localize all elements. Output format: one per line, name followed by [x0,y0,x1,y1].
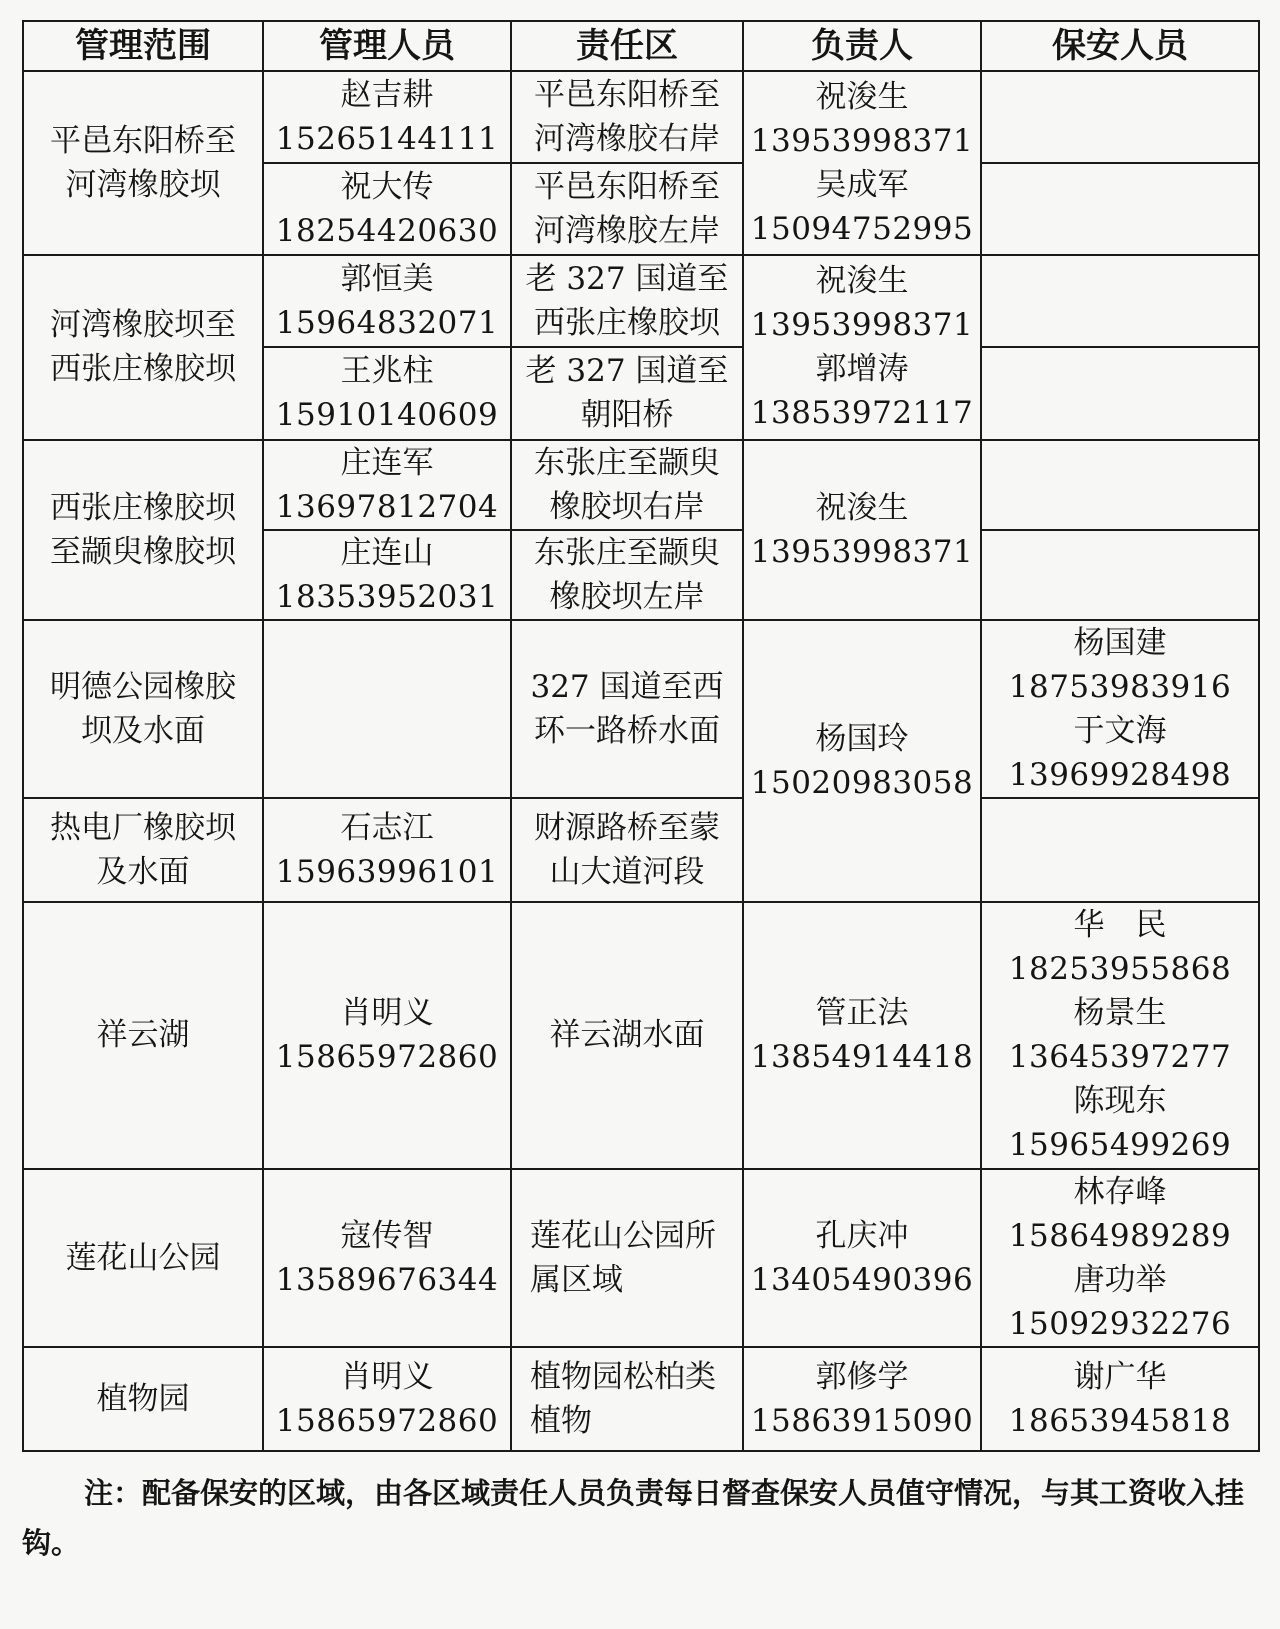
manager-name: 肖明义 [340,1358,434,1395]
table-header-row [23,21,1259,71]
guard-name: 谢广华 [1073,1358,1167,1395]
responsibility-table [22,20,1260,1452]
guard-phone: 15864989289 [1008,1217,1232,1254]
manager-name: 庄连山 [340,534,434,571]
scope-text: 平邑东阳桥至 [50,123,236,160]
leader-phone: 13405490396 [750,1261,974,1298]
table-row [23,440,1259,530]
manager-phone: 15964832071 [275,305,499,342]
scope-text: 河湾橡胶坝 [65,167,221,204]
manager-cell [263,255,511,347]
manager-cell [263,440,511,530]
scope-cell [23,620,263,798]
zone-text: 植物园松柏类 [530,1358,716,1395]
guard-cell [981,71,1259,163]
guard-phone: 18753983916 [1008,668,1232,705]
leader-name: 祝浚生 [815,489,909,526]
leader-cell [743,440,981,620]
leader-name: 管正法 [815,995,909,1032]
guard-name: 唐功举 [1073,1261,1167,1298]
leader-phone: 15020983058 [750,764,974,801]
guard-cell [981,1169,1259,1347]
zone-text: 祥云湖水面 [549,1017,705,1054]
manager-name: 王兆柱 [340,353,434,390]
zone-cell [511,440,743,530]
zone-text: 植物 [530,1402,592,1439]
header-scope: 管理范围 [23,21,263,71]
zone-text: 平邑东阳桥至 [534,169,720,206]
leader-cell [743,71,981,255]
zone-text: 橡胶坝左岸 [549,578,705,615]
zone-text: 东张庄至颛臾 [534,444,720,481]
zone-text: 平邑东阳桥至 [534,77,720,114]
leader-phone: 13854914418 [750,1039,974,1076]
manager-cell [263,1169,511,1347]
guard-cell [981,620,1259,798]
manager-name: 赵吉耕 [340,77,434,114]
scope-cell [23,71,263,255]
zone-text: 属区域 [530,1261,623,1298]
guard-cell [981,902,1259,1168]
scope-text: 植物园 [96,1380,190,1417]
leader-cell [743,902,981,1168]
zone-text: 西张庄橡胶坝 [534,305,720,342]
table-row [23,1169,1259,1347]
guard-cell [981,530,1259,620]
scope-cell [23,1347,263,1451]
guard-cell [981,347,1259,439]
manager-phone: 15910140609 [275,397,499,434]
scope-text: 西张庄橡胶坝 [50,351,236,388]
zone-text: 东张庄至颛臾 [534,534,720,571]
leader-phone: 13953998371 [750,533,974,570]
table-row [23,255,1259,347]
leader-name: 郭增涛 [815,351,909,388]
manager-name: 肖明义 [340,995,434,1032]
scope-text: 热电厂橡胶坝 [50,810,236,847]
scope-text: 西张庄橡胶坝 [50,489,236,526]
manager-name: 郭恒美 [340,261,434,298]
scope-cell [23,798,263,902]
manager-name: 石志江 [340,810,434,847]
zone-text: 莲花山公园所 [530,1217,716,1254]
zone-text: 橡胶坝右岸 [549,488,705,525]
zone-cell [511,347,743,439]
zone-cell [511,530,743,620]
manager-phone: 15865972860 [275,1039,499,1076]
zone-cell [511,620,743,798]
scope-text: 至颛臾橡胶坝 [50,533,236,570]
zone-cell [511,71,743,163]
guard-phone: 15965499269 [1008,1127,1232,1164]
leader-name: 郭修学 [815,1358,909,1395]
leader-name: 祝浚生 [815,79,909,116]
leader-cell [743,255,981,439]
scope-cell [23,255,263,439]
manager-cell [263,530,511,620]
guard-phone: 18653945818 [1008,1402,1232,1439]
table-row [23,620,1259,798]
leader-phone: 15863915090 [750,1402,974,1439]
zone-text: 环一路桥水面 [534,712,720,749]
scope-cell [23,1169,263,1347]
guard-cell [981,798,1259,902]
zone-cell [511,902,743,1168]
zone-text: 河湾橡胶左岸 [534,213,720,250]
manager-cell [263,163,511,255]
header-zone: 责任区 [511,21,743,71]
scope-text: 坝及水面 [81,712,205,749]
manager-phone: 15865972860 [275,1402,499,1439]
manager-phone: 13697812704 [275,488,499,525]
guard-cell [981,255,1259,347]
zone-cell [511,163,743,255]
zone-text: 老 327 国道至 [525,353,729,390]
guard-name: 陈现东 [1073,1083,1167,1120]
manager-cell [263,620,511,798]
manager-cell [263,902,511,1168]
manager-name: 寇传智 [340,1217,434,1254]
manager-phone: 15963996101 [275,854,499,891]
guard-name: 于文海 [1073,712,1167,749]
guard-name: 林存峰 [1073,1173,1167,1210]
zone-text: 河湾橡胶右岸 [534,121,720,158]
scope-text: 祥云湖 [96,1017,190,1054]
leader-cell [743,620,981,902]
guard-cell [981,1347,1259,1451]
zone-text: 山大道河段 [549,854,705,891]
guard-name: 华 民 [1073,907,1167,944]
manager-cell [263,71,511,163]
leader-name: 杨国玲 [815,720,909,757]
scope-text: 明德公园橡胶 [50,668,236,705]
zone-text: 朝阳桥 [580,397,674,434]
scope-text: 莲花山公园 [65,1239,221,1276]
zone-text: 327 国道至西 [530,668,724,705]
manager-phone: 13589676344 [275,1261,499,1298]
guard-cell [981,163,1259,255]
header-guard: 保安人员 [981,21,1259,71]
scope-text: 及水面 [96,854,190,891]
table-row [23,1347,1259,1451]
table-row [23,71,1259,163]
manager-cell [263,347,511,439]
manager-name: 祝大传 [340,169,434,206]
table-row [23,902,1259,1168]
guard-phone: 13969928498 [1008,756,1232,793]
leader-name: 祝浚生 [815,263,909,300]
manager-phone: 15265144111 [275,121,499,158]
zone-cell [511,1347,743,1451]
guard-name: 杨景生 [1073,995,1167,1032]
manager-phone: 18353952031 [275,578,499,615]
zone-cell [511,1169,743,1347]
leader-phone: 13953998371 [750,307,974,344]
manager-name: 庄连军 [340,444,434,481]
guard-phone: 13645397277 [1008,1039,1232,1076]
scope-cell [23,902,263,1168]
footnote: 注：配备保安的区域，由各区域责任人员负责每日督查保安人员值守情况，与其工资收入挂钩。 [22,1476,1245,1560]
zone-text: 老 327 国道至 [525,261,729,298]
zone-text: 财源路桥至蒙 [534,810,720,847]
manager-cell [263,1347,511,1451]
guard-phone: 15092932276 [1008,1305,1232,1342]
scope-cell [23,440,263,620]
manager-phone: 18254420630 [275,213,499,250]
leader-phone: 13853972117 [750,395,974,432]
table-row [23,798,1259,902]
leader-phone: 13953998371 [750,123,974,160]
leader-phone: 15094752995 [750,211,974,248]
guard-cell [981,440,1259,530]
guard-name: 杨国建 [1073,624,1167,661]
manager-cell [263,798,511,902]
scope-text: 河湾橡胶坝至 [50,307,236,344]
zone-cell [511,798,743,902]
guard-phone: 18253955868 [1008,951,1232,988]
zone-cell [511,255,743,347]
leader-name: 吴成军 [815,167,909,204]
header-manager: 管理人员 [263,21,511,71]
leader-cell [743,1169,981,1347]
leader-name: 孔庆冲 [815,1217,909,1254]
leader-cell [743,1347,981,1451]
header-leader: 负责人 [743,21,981,71]
